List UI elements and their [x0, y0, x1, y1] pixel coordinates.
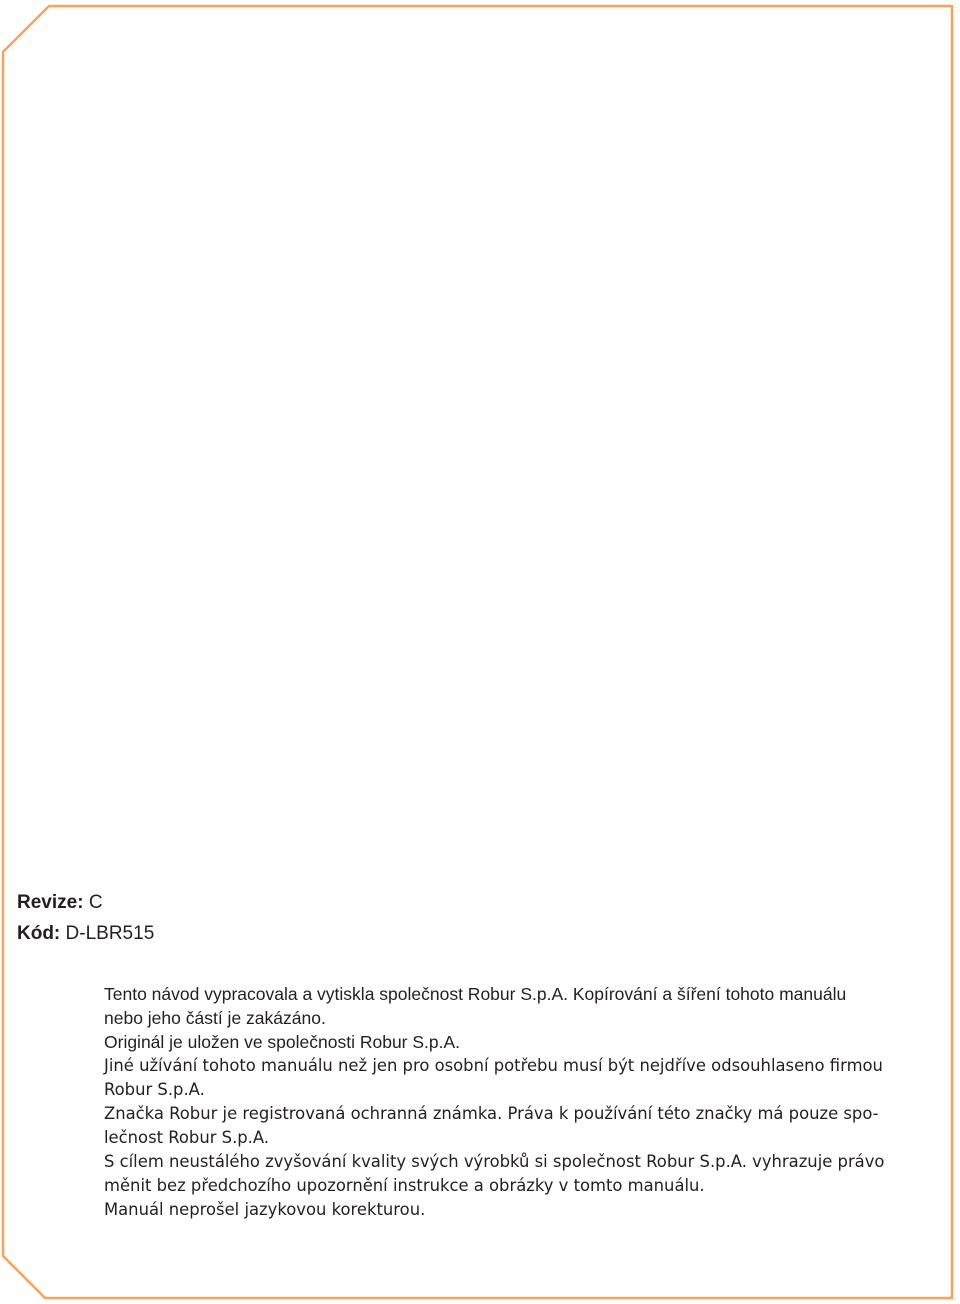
notice-line-5: Robur S.p.A. [104, 1080, 205, 1099]
code-value: D-LBR515 [65, 923, 155, 944]
notice-line-2: nebo jeho částí je zakázáno. [104, 1008, 326, 1028]
notice-line-4: Jiné užívání tohoto manuálu než jen pro osobní potřebu musí být nejdříve odsouhlaseno firmou [104, 1056, 883, 1075]
notice-line-9: měnit bez předchozího upozornění instrukce a obrázky v tomto manuálu. [104, 1176, 705, 1195]
notice-line-8: S cílem neustálého zvyšování kvality svých výrobků si společnost Robur S.p.A. vyhrazuje právo [104, 1152, 885, 1171]
code-label: Kód: [17, 923, 61, 944]
revision-value: C [88, 892, 103, 913]
code-line [17, 918, 154, 949]
notice-line-6: Značka Robur je registrovaná ochranná známka. Práva k používání této značky má pouze spo- [104, 1104, 879, 1123]
notice-line-7: lečnost Robur S.p.A. [104, 1128, 270, 1147]
notice-line-10: Manuál neprošel jazykovou korekturou. [104, 1200, 426, 1219]
revision-label: Revize: [17, 892, 84, 913]
legal-notice [104, 982, 904, 1222]
notice-line-3: Originál je uložen ve společnosti Robur S.p.A. [104, 1032, 461, 1052]
document-meta [17, 887, 154, 949]
notice-line-1: Tento návod vypracovala a vytiskla společnost Robur S.p.A. Kopírování a šíření tohoto manuálu [104, 984, 847, 1004]
revision-line [17, 887, 154, 918]
